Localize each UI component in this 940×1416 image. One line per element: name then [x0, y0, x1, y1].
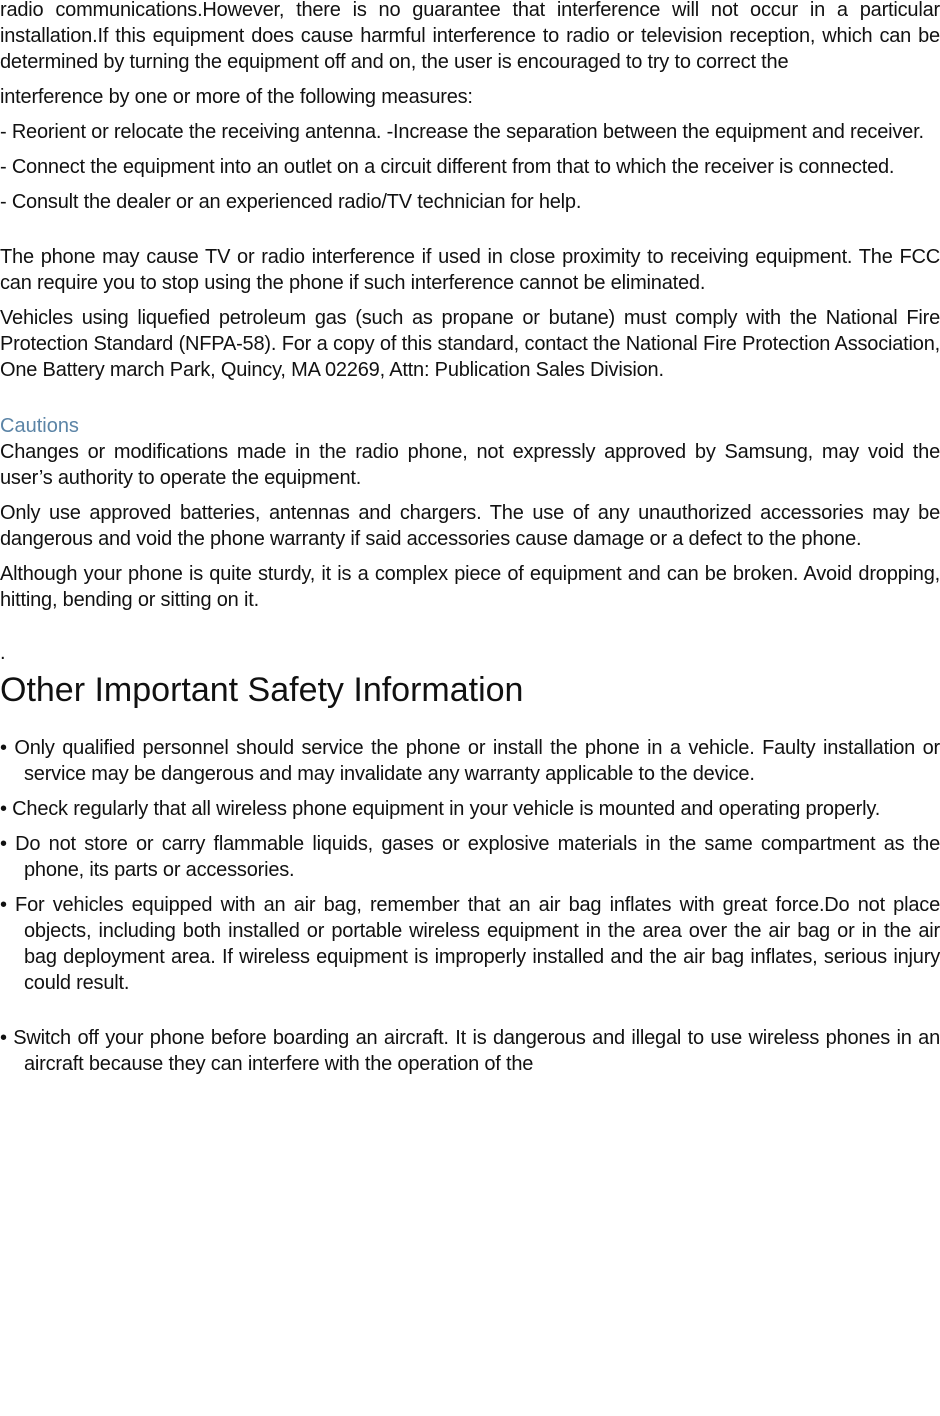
caution-paragraph: Changes or modifications made in the radio phone, not expressly approved by Samsung, may void the user’s authority to operate the equipment. — [0, 441, 940, 489]
cautions-heading: Cautions — [0, 415, 79, 437]
safety-bullet: • Switch off your phone before boarding an aircraft. It is dangerous and illegal to use wireless phones in an aircraft because they can interfere with the operation of the — [0, 1027, 940, 1075]
fcc-paragraph: The phone may cause TV or radio interference if used in close proximity to receiving equipment. The FCC can require you to stop using the phone if such interference cannot be eliminated. — [0, 246, 940, 294]
safety-bullet: • Do not store or carry flammable liquids, gases or explosive materials in the same compartment as the phone, its parts or accessories. — [0, 833, 940, 881]
safety-bullet: • Check regularly that all wireless phone equipment in your vehicle is mounted and operating properly. — [0, 798, 881, 820]
safety-bullet: • For vehicles equipped with an air bag, remember that an air bag inflates with great force.Do not place objects, including both installed or portable wireless equipment in the area over the air bag or in the air bag deployment area. If wireless equipment is improperly installed and the air bag inflates, serious injury could result. — [0, 894, 940, 994]
measure-item: - Reorient or relocate the receiving antenna. -Increase the separation between the equipment and receiver. — [0, 121, 924, 143]
caution-paragraph: Only use approved batteries, antennas and chargers. The use of any unauthorized accessories may be dangerous and void the phone warranty if said accessories cause damage or a defect to the phone. — [0, 502, 940, 550]
intro-paragraph: radio communications.However, there is no guarantee that interference will not occur in a particular installation.If this equipment does cause harmful interference to radio or television reception, which can be determined by turning the equipment off and on, the user is encouraged to try to correct the — [0, 0, 940, 73]
separator-dot: . — [0, 642, 6, 664]
caution-paragraph: Although your phone is quite sturdy, it is a complex piece of equipment and can be broken. Avoid dropping, hitting, bending or sitting on it. — [0, 563, 940, 611]
measures-intro: interference by one or more of the following measures: — [0, 86, 473, 108]
safety-bullet: • Only qualified personnel should service the phone or install the phone in a vehicle. Faulty installation or service may be dangerous and may invalidate any warranty applicable to the device. — [0, 737, 940, 785]
measure-item: - Connect the equipment into an outlet on a circuit different from that to which the receiver is connected. — [0, 156, 895, 178]
measure-item: - Consult the dealer or an experienced radio/TV technician for help. — [0, 191, 582, 213]
section-title: Other Important Safety Information — [0, 671, 524, 709]
nfpa-paragraph: Vehicles using liquefied petroleum gas (such as propane or butane) must comply with the National Fire Protection Standard (NFPA-58). For a copy of this standard, contact the National Fire Protection Association, One Battery march Park, Quincy, MA 02269, Attn: Publication Sales Division. — [0, 307, 940, 381]
